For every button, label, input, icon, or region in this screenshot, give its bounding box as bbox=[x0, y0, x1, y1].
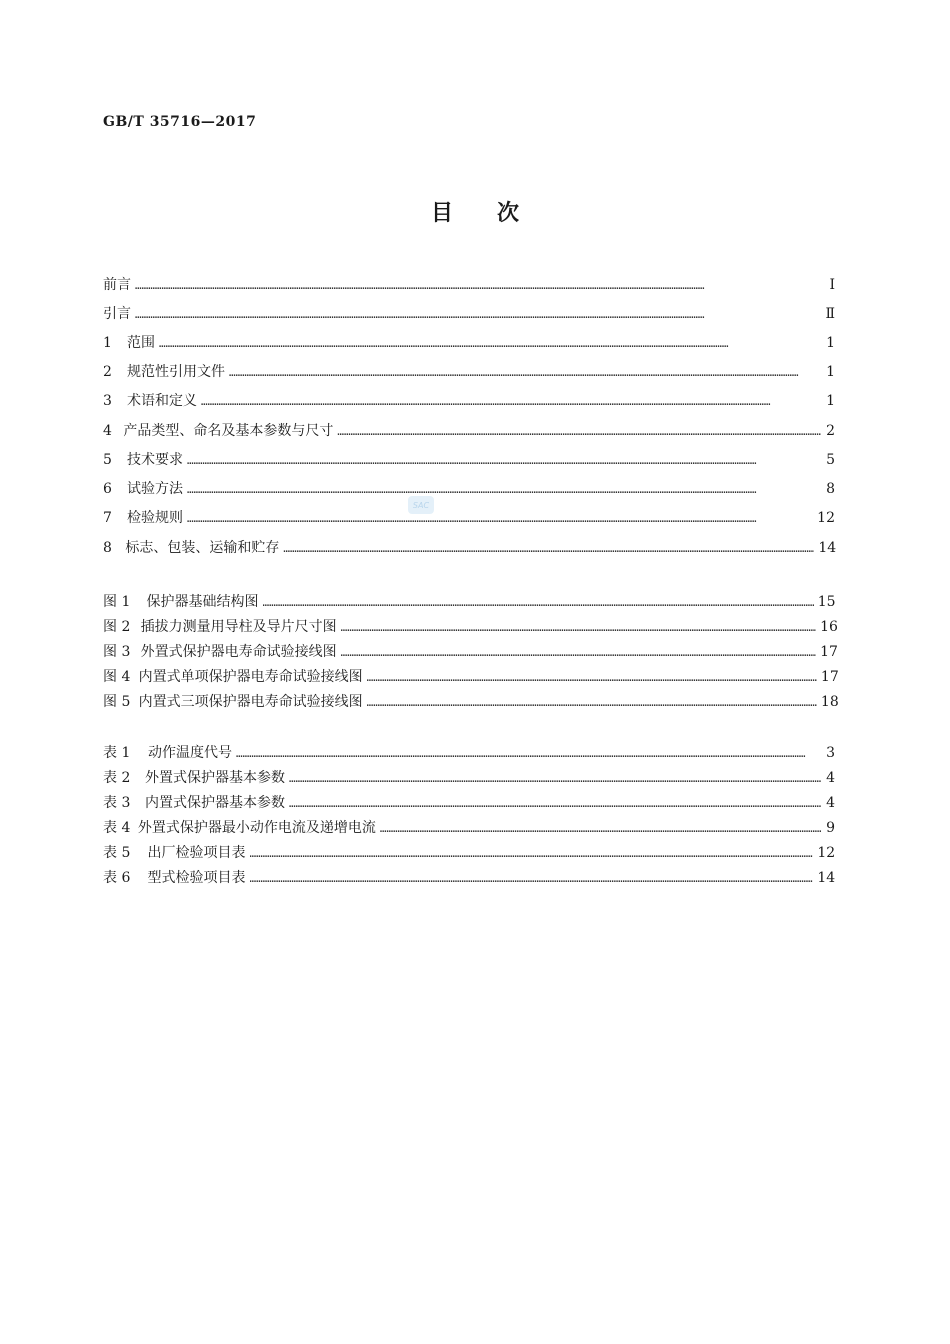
dot-leader bbox=[289, 769, 821, 789]
dot-leader bbox=[250, 869, 814, 889]
toc-entry-page: 8 bbox=[826, 481, 835, 497]
toc-entry-table-4[interactable] bbox=[103, 818, 835, 838]
toc-entry-title: 内置式三项保护器电寿命试验接线图 bbox=[138, 694, 363, 710]
toc-entry-number: 5 bbox=[103, 452, 112, 468]
toc-entry-title: 标志、包装、运输和贮存 bbox=[125, 540, 280, 556]
toc-entry-title: 试验方法 bbox=[127, 481, 183, 497]
toc-entry-title: 术语和定义 bbox=[127, 393, 197, 409]
toc-entry-page: 12 bbox=[817, 845, 836, 861]
toc-entry-number: 表 2 bbox=[103, 770, 131, 786]
toc-entry-page: 15 bbox=[817, 594, 836, 610]
toc-entry-chapter-7[interactable] bbox=[103, 508, 835, 528]
toc-entry-number: 图 3 bbox=[103, 644, 131, 660]
dot-leader bbox=[187, 480, 821, 500]
dot-leader bbox=[187, 509, 813, 529]
toc-entry-title: 前言 bbox=[103, 277, 131, 293]
dot-leader bbox=[367, 668, 817, 688]
toc-entry-chapter-4[interactable] bbox=[103, 421, 835, 441]
toc-entry-number: 2 bbox=[103, 364, 112, 380]
dot-leader bbox=[159, 334, 821, 354]
toc-entry-page: 17 bbox=[820, 644, 838, 660]
toc-entry-title: 产品类型、命名及基本参数与尺寸 bbox=[123, 423, 334, 439]
toc-entry-chapter-3[interactable] bbox=[103, 391, 835, 411]
toc-entry-table-5[interactable] bbox=[103, 843, 835, 863]
toc-entry-foreword[interactable] bbox=[103, 275, 835, 295]
toc-entry-chapter-1[interactable] bbox=[103, 333, 835, 353]
dot-leader bbox=[283, 539, 814, 559]
toc-entry-page: Ⅱ bbox=[825, 306, 835, 322]
toc-entry-page: 16 bbox=[820, 619, 838, 635]
toc-entry-title: 外置式保护器最小动作电流及递增电流 bbox=[137, 820, 376, 836]
toc-entry-title: 出厂检验项目表 bbox=[147, 845, 246, 861]
toc-entry-chapter-2[interactable] bbox=[103, 362, 835, 382]
toc-entry-number: 图 2 bbox=[103, 619, 131, 635]
toc-entry-number: 图 4 bbox=[103, 669, 131, 685]
toc-entry-chapter-5[interactable] bbox=[103, 450, 835, 470]
toc-entry-title: 规范性引用文件 bbox=[127, 364, 225, 380]
toc-entry-page: 1 bbox=[826, 393, 835, 409]
dot-leader bbox=[263, 593, 814, 613]
toc-entry-number: 1 bbox=[103, 335, 112, 351]
toc-entry-page: 14 bbox=[817, 870, 836, 886]
toc-entry-number: 图 1 bbox=[103, 594, 131, 610]
toc-entry-number: 表 3 bbox=[103, 795, 131, 811]
dot-leader bbox=[341, 618, 817, 638]
dot-leader bbox=[135, 305, 821, 325]
toc-entry-title: 内置式保护器基本参数 bbox=[145, 795, 286, 811]
toc-entry-table-3[interactable] bbox=[103, 793, 835, 813]
dot-leader bbox=[289, 794, 821, 814]
toc-entry-title: 保护器基础结构图 bbox=[146, 594, 259, 610]
toc-entry-number: 7 bbox=[103, 510, 112, 526]
toc-entry-chapter-6[interactable] bbox=[103, 479, 835, 499]
toc-entry-figure-5[interactable] bbox=[103, 692, 839, 712]
toc-entry-page: 3 bbox=[826, 745, 835, 761]
sac-logo-icon: SAC bbox=[408, 496, 434, 514]
page-title: 目 次 bbox=[430, 201, 519, 226]
toc-entry-table-2[interactable] bbox=[103, 768, 835, 788]
toc-entry-page: 2 bbox=[826, 423, 835, 439]
dot-leader bbox=[337, 422, 821, 442]
toc-entry-number: 8 bbox=[103, 540, 112, 556]
toc-entry-page: 18 bbox=[820, 694, 839, 710]
toc-entry-title: 插拔力测量用导柱及导片尺寸图 bbox=[140, 619, 337, 635]
toc-entry-figure-2[interactable] bbox=[103, 617, 838, 637]
toc-entry-page: 9 bbox=[826, 820, 835, 836]
dot-leader bbox=[187, 451, 821, 471]
toc-entry-page: 4 bbox=[826, 795, 835, 811]
toc-entry-figure-4[interactable] bbox=[103, 667, 839, 687]
toc-entry-page: 1 bbox=[826, 335, 835, 351]
toc-entry-title: 引言 bbox=[103, 306, 131, 322]
toc-entry-title: 动作温度代号 bbox=[148, 745, 232, 761]
dot-leader bbox=[135, 276, 821, 296]
toc-entry-title: 内置式单项保护器电寿命试验接线图 bbox=[138, 669, 363, 685]
toc-entry-table-1[interactable] bbox=[103, 743, 835, 763]
dot-leader bbox=[201, 392, 821, 412]
toc-entry-page: 5 bbox=[826, 452, 835, 468]
toc-entry-figure-1[interactable] bbox=[103, 592, 835, 612]
toc-entry-number: 4 bbox=[103, 423, 112, 439]
dot-leader bbox=[236, 744, 821, 764]
toc-entry-number: 表 1 bbox=[103, 745, 131, 761]
toc-entry-title: 型式检验项目表 bbox=[147, 870, 246, 886]
toc-entry-page: 4 bbox=[826, 770, 835, 786]
toc-entry-number: 表 5 bbox=[103, 845, 131, 861]
toc-entry-title: 范围 bbox=[127, 335, 155, 351]
toc-entry-page: Ⅰ bbox=[829, 277, 835, 293]
toc-entry-introduction[interactable] bbox=[103, 304, 835, 324]
toc-entry-number: 图 5 bbox=[103, 694, 131, 710]
dot-leader bbox=[367, 693, 817, 713]
toc-entry-page: 14 bbox=[818, 540, 837, 556]
dot-leader bbox=[229, 363, 821, 383]
toc-entry-title: 外置式保护器电寿命试验接线图 bbox=[140, 644, 337, 660]
toc-entry-number: 3 bbox=[103, 393, 112, 409]
toc-entry-figure-3[interactable] bbox=[103, 642, 838, 662]
toc-entry-title: 技术要求 bbox=[127, 452, 183, 468]
dot-leader bbox=[380, 819, 821, 839]
dot-leader bbox=[250, 844, 814, 864]
toc-entry-title: 检验规则 bbox=[127, 510, 183, 526]
toc-entry-number: 6 bbox=[103, 481, 112, 497]
toc-entry-page: 12 bbox=[817, 510, 835, 526]
toc-entry-chapter-8[interactable] bbox=[103, 538, 835, 558]
toc-entry-number: 表 6 bbox=[103, 870, 131, 886]
toc-entry-number: 表 4 bbox=[103, 820, 131, 836]
toc-entry-title: 外置式保护器基本参数 bbox=[145, 770, 286, 786]
toc-entry-table-6[interactable] bbox=[103, 868, 835, 888]
dot-leader bbox=[341, 643, 817, 663]
toc-entry-page: 17 bbox=[820, 669, 839, 685]
standard-code: GB/T 35716—2017 bbox=[103, 114, 257, 130]
toc-entry-page: 1 bbox=[826, 364, 835, 380]
